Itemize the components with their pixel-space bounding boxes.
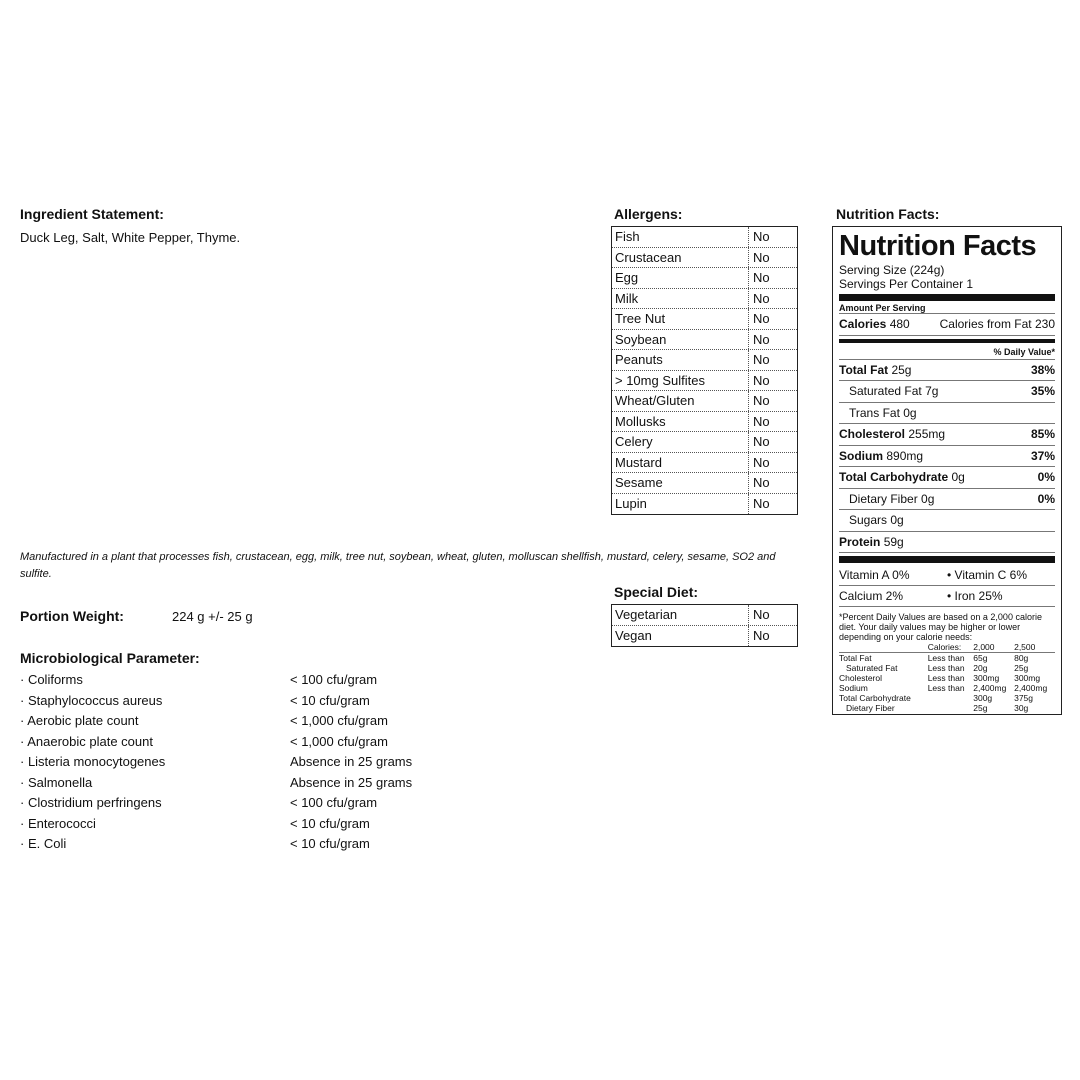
nf-nutrient-label: Sugars: [849, 513, 888, 528]
nf-nutrient-amount: 890mg: [886, 448, 924, 463]
nf-footer-cell: Less than: [927, 683, 965, 693]
nf-footer-row: [839, 683, 1055, 693]
nf-vitamin-left: Vitamin A 0%: [839, 568, 910, 582]
nf-nutrient-label: Total Fat: [839, 362, 889, 377]
nf-nutrient-label: Saturated Fat: [849, 384, 922, 399]
allergen-value: No: [753, 496, 770, 512]
nf-footer-header-cell: 2,000: [973, 642, 1014, 653]
nf-footer-header-cell: 2,500: [1014, 642, 1055, 653]
micro-parameter: · Salmonella: [20, 774, 93, 790]
micro-row: [20, 734, 440, 755]
nf-divider-thick: [839, 294, 1055, 301]
nf-nutrient-rows: [839, 360, 1055, 554]
nf-nutrient-amount: 0g: [951, 470, 965, 485]
micro-row: [20, 672, 440, 693]
allergen-value: No: [753, 249, 770, 265]
nf-title: Nutrition Facts: [839, 230, 1037, 262]
micro-value: < 10 cfu/gram: [290, 836, 370, 851]
special-diet-heading: Special Diet:: [614, 584, 699, 600]
nf-footer-cell: Less than: [927, 673, 965, 683]
nf-nutrient-amount: 0g: [890, 513, 904, 528]
allergen-name: Celery: [612, 432, 749, 452]
allergen-name: Egg: [612, 268, 749, 288]
nf-nutrient-label: Total Carbohydrate: [839, 470, 949, 485]
nf-nutrient-label-group: [849, 492, 934, 506]
nf-nutrient-row: [839, 446, 1055, 468]
nf-footer-cell: Total Fat: [839, 653, 872, 663]
nf-nutrient-label-group: [849, 406, 917, 420]
micro-value: < 1,000 cfu/gram: [290, 733, 388, 749]
nf-footer-header-cell: Calories:: [928, 642, 974, 653]
micro-parameter: · Enterococci: [20, 815, 96, 831]
nf-footer-cell: [928, 703, 974, 713]
nf-vitamin-row: [839, 565, 1055, 586]
allergen-value: No: [753, 270, 770, 286]
nf-nutrient-label: Sodium: [839, 448, 883, 463]
micro-parameter: · E. Coli: [20, 836, 67, 851]
allergen-value: No: [753, 607, 770, 623]
nf-footer-cell: [928, 693, 974, 703]
nf-footer-cell: Dietary Fiber: [846, 703, 895, 713]
nf-nutrient-row: [839, 403, 1055, 425]
table-row: [612, 330, 797, 351]
table-row: [612, 626, 797, 647]
allergen-name: Soybean: [612, 330, 749, 350]
nf-footer-cell: Total Carbohydrate: [839, 693, 911, 703]
allergen-name: Milk: [612, 289, 749, 309]
micro-value: < 10 cfu/gram: [290, 815, 370, 831]
nf-nutrient-label-group: [849, 513, 904, 527]
nf-calories-row: [839, 313, 1055, 336]
table-row: [612, 453, 797, 474]
nf-footer-cell: Less than: [927, 653, 965, 663]
nf-nutrient-row: [839, 424, 1055, 446]
micro-heading: Microbiological Parameter:: [20, 650, 200, 666]
ingredient-text: Duck Leg, Salt, White Pepper, Thyme.: [20, 230, 241, 245]
allergen-value: No: [753, 434, 770, 450]
nf-nutrient-row: [839, 360, 1055, 382]
nf-footer-cell: Cholesterol: [839, 673, 882, 683]
nf-serving-size: Serving Size (224g): [839, 263, 945, 277]
manufacturing-note: Manufactured in a plant that processes fish, crustacean, egg, milk, tree nut, soybean, wheat, gluten, molluscan shellfish, mustard, celery, sesame, SO2 and sulfite.: [20, 551, 776, 580]
nf-vitamin-right: • Iron 25%: [947, 589, 1003, 603]
nf-footer-cell: 80g: [1014, 653, 1029, 663]
table-row: [612, 432, 797, 453]
nf-calories-label: Calories: [839, 317, 887, 332]
nf-footer-row: [839, 653, 1055, 664]
table-row: [612, 309, 797, 330]
nf-nutrient-label: Protein: [839, 534, 881, 549]
nf-nutrient-label: Trans Fat: [849, 405, 900, 420]
nf-footer-row: [839, 693, 1055, 703]
allergens-heading: Allergens:: [614, 206, 683, 222]
micro-value: Absence in 25 grams: [290, 754, 413, 769]
nf-nutrient-label-group: [839, 470, 965, 484]
micro-parameter: · Aerobic plate count: [20, 713, 139, 728]
nf-nutrient-amount: 25g: [891, 362, 912, 377]
special-diet-table: [611, 604, 798, 647]
nf-divider-med: [839, 339, 1055, 343]
allergen-table: [611, 226, 798, 515]
nf-footer-cell: 2,400mg: [973, 683, 1007, 693]
nf-nutrient-dv: 37%: [1030, 448, 1055, 463]
nf-nutrient-row: [839, 467, 1055, 489]
allergen-value: No: [753, 372, 770, 388]
micro-value: < 1,000 cfu/gram: [290, 713, 388, 728]
allergen-value: No: [753, 628, 770, 644]
micro-list: [20, 672, 440, 857]
nf-servings-per-container: Servings Per Container 1: [839, 277, 974, 291]
table-row: [612, 391, 797, 412]
nf-nutrient-row: [839, 381, 1055, 403]
nf-vitamin-row: [839, 586, 1055, 607]
nf-vitamin-left: Calcium 2%: [839, 589, 904, 603]
allergen-name: Lupin: [612, 494, 749, 515]
nf-footer-cell: 300mg: [973, 673, 1000, 683]
nf-footer-cell: Saturated Fat: [846, 663, 898, 673]
table-row: [612, 494, 797, 515]
table-row: [612, 371, 797, 392]
allergen-name: Vegan: [612, 626, 749, 647]
nf-nutrient-amount: 7g: [925, 384, 939, 399]
micro-value: < 10 cfu/gram: [290, 692, 370, 708]
ingredient-heading: Ingredient Statement:: [20, 206, 164, 222]
nutrition-facts-panel: [832, 226, 1062, 715]
table-row: [612, 289, 797, 310]
micro-row: [20, 836, 440, 857]
table-row: [612, 350, 797, 371]
nf-footer-header-cell: [839, 642, 928, 653]
allergen-name: Tree Nut: [612, 309, 749, 329]
nf-nutrient-label-group: [839, 449, 923, 463]
nf-nutrient-row: [839, 532, 1055, 554]
allergen-value: No: [753, 331, 770, 347]
nf-nutrient-amount: 0g: [921, 491, 935, 506]
table-row: [612, 412, 797, 433]
nf-nutrient-dv: 38%: [1030, 362, 1055, 377]
table-row: [612, 268, 797, 289]
nf-nutrient-amount: 59g: [883, 534, 904, 549]
allergen-name: Mollusks: [612, 412, 749, 432]
nf-footer-cell: 25g: [1014, 663, 1029, 673]
nf-nutrient-row: [839, 489, 1055, 511]
allergen-name: > 10mg Sulfites: [612, 371, 749, 391]
nf-footer-row: [839, 663, 1055, 673]
nf-footer-cell: 2,400mg: [1014, 683, 1048, 693]
allergen-name: Fish: [612, 227, 749, 247]
allergen-value: No: [753, 352, 770, 368]
table-row: [612, 227, 797, 248]
nf-footnote: *Percent Daily Values are based on a 2,000 calorie diet. Your daily values may be higher or lower depending on your calorie needs:: [839, 612, 1042, 642]
nf-footer-header-row: [839, 642, 1055, 653]
nf-calories-fat: Calories from Fat 230: [939, 317, 1055, 332]
nf-nutrient-label: Dietary Fiber: [849, 491, 918, 506]
micro-parameter: · Coliforms: [20, 672, 83, 687]
table-row: [612, 473, 797, 494]
nf-nutrient-amount: 255mg: [908, 427, 946, 442]
nf-nutrient-label: Cholesterol: [839, 427, 906, 442]
nf-divider-thick-2: [839, 556, 1055, 563]
nf-nutrient-label-group: [849, 384, 938, 398]
allergen-value: No: [753, 393, 770, 409]
micro-row: [20, 713, 440, 734]
nf-nutrient-label-group: [839, 427, 945, 441]
nf-nutrient-label-group: [839, 535, 904, 549]
micro-row: [20, 693, 440, 714]
nf-footer-cell: Sodium: [839, 683, 868, 693]
allergen-name: Crustacean: [612, 248, 749, 268]
nf-footer-table: [839, 642, 1055, 713]
allergen-value: No: [753, 413, 770, 429]
micro-row: [20, 816, 440, 837]
micro-parameter: · Anaerobic plate count: [20, 733, 153, 749]
allergen-name: Vegetarian: [612, 605, 749, 625]
nf-amount-per-serving: Amount Per Serving: [839, 303, 926, 313]
nf-nutrient-dv: 0%: [1037, 491, 1055, 506]
nf-footer-cell: 300mg: [1014, 673, 1041, 683]
micro-row: [20, 754, 440, 775]
nf-nutrient-amount: 0g: [903, 405, 917, 420]
nf-nutrient-row: [839, 510, 1055, 532]
micro-value: < 100 cfu/gram: [290, 795, 378, 810]
nf-footer-cell: 30g: [1014, 703, 1029, 713]
nf-footer-cell: 300g: [973, 693, 993, 703]
allergen-name: Mustard: [612, 453, 749, 473]
nf-nutrient-dv: 85%: [1030, 427, 1055, 442]
portion-weight-value: 224 g +/- 25 g: [172, 609, 253, 624]
allergen-value: No: [753, 229, 770, 245]
micro-parameter: · Clostridium perfringens: [20, 795, 162, 810]
micro-parameter: · Listeria monocytogenes: [20, 754, 166, 769]
nf-footer-row: [839, 673, 1055, 683]
table-row: [612, 605, 797, 626]
micro-row: [20, 775, 440, 796]
nf-footer-cell: Less than: [927, 663, 965, 673]
nf-footer-cell: 20g: [973, 663, 988, 673]
nutrition-heading: Nutrition Facts:: [836, 206, 940, 222]
nf-nutrient-dv: 35%: [1030, 384, 1055, 399]
nf-nutrient-dv: 0%: [1037, 470, 1055, 485]
nf-footer-cell: 375g: [1014, 693, 1034, 703]
nf-footer-cell: 65g: [973, 653, 988, 663]
nf-footer-row: [839, 703, 1055, 713]
allergen-name: Peanuts: [612, 350, 749, 370]
nf-footer-cell: 25g: [973, 703, 988, 713]
nf-dv-header: % Daily Value*: [839, 345, 1055, 360]
micro-row: [20, 795, 440, 816]
nf-vitamin-right: • Vitamin C 6%: [947, 568, 1028, 582]
nf-calories-value: 480: [889, 317, 910, 332]
portion-weight-label: Portion Weight:: [20, 608, 124, 624]
allergen-value: No: [753, 290, 770, 306]
allergen-name: Wheat/Gluten: [612, 391, 749, 411]
allergen-value: No: [753, 475, 770, 491]
micro-parameter: · Staphylococcus aureus: [20, 692, 163, 708]
allergen-value: No: [753, 311, 770, 327]
micro-value: Absence in 25 grams: [290, 774, 413, 790]
allergen-value: No: [753, 454, 770, 470]
allergen-name: Sesame: [612, 473, 749, 493]
table-row: [612, 248, 797, 269]
micro-value: < 100 cfu/gram: [290, 672, 378, 687]
nf-vitamin-rows: [839, 565, 1055, 607]
nf-nutrient-label-group: [839, 363, 911, 377]
